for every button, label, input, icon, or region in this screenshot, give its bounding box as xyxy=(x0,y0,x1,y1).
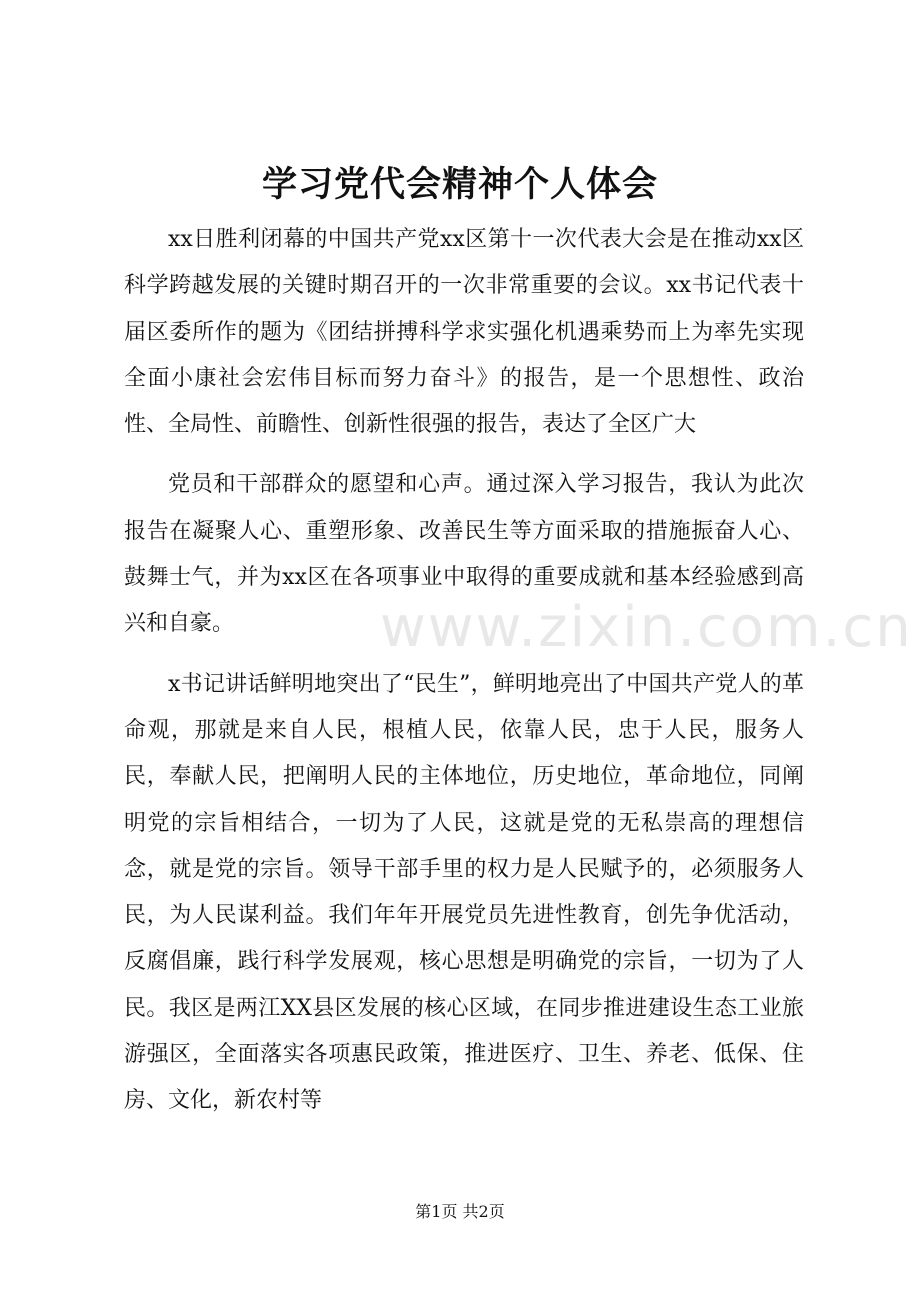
page-number: 第1页 共2页 xyxy=(415,1202,505,1221)
watermark: www.zixin.com.cn xyxy=(380,595,913,660)
document-title: 学习党代会精神个人体会 xyxy=(261,164,658,205)
paragraph-3: x书记讲话鲜明地突出了“民生”，鲜明地亮出了中国共产党人的革命观，那就是来自人民，根植人民，依靠人民，忠于人民，服务人民，奉献人民，把阐明人民的主体地位，历史地位，革命地位，同阐明党的宗旨相结合，一切为了人民，这就是党的无私崇高的理想信念，就是党的宗旨。领导干部手里的权力是人民赋予的，必须服务人民，为人民谋利益。我们年年开展党员先进性教育，创先争优活动，反腐倡廉，践行科学发展观，核心思想是明确党的宗旨，一切为了人民。我区是两江XX县区发展的核心区域，在同步推进建设生态工业旅游强区，全面落实各项惠民政策，推进医疗、卫生、养老、低保、住房、文化，新农村等 xyxy=(124,671,804,1114)
paragraph-2: 党员和干部群众的愿望和心声。通过深入学习报告，我认为此次报告在凝聚人心、重塑形象、改善民生等方面采取的措施振奋人心、鼓舞士气，并为xx区在各项事业中取得的重要成就和基本经验感到高兴和自豪。 xyxy=(124,472,804,637)
paragraph-1: xx日胜利闭幕的中国共产党xx区第十一次代表大会是在推动xx区科学跨越发展的关键时期召开的一次非常重要的会议。xx书记代表十届区委所作的题为《团结拼搏科学求实强化机遇乘势而上为率先实现全面小康社会宏伟目标而努力奋斗》的报告，是一个思想性、政治性、全局性、前瞻性、创新性很强的报告，表达了全区广大 xyxy=(124,227,804,438)
document-body xyxy=(124,217,804,1139)
